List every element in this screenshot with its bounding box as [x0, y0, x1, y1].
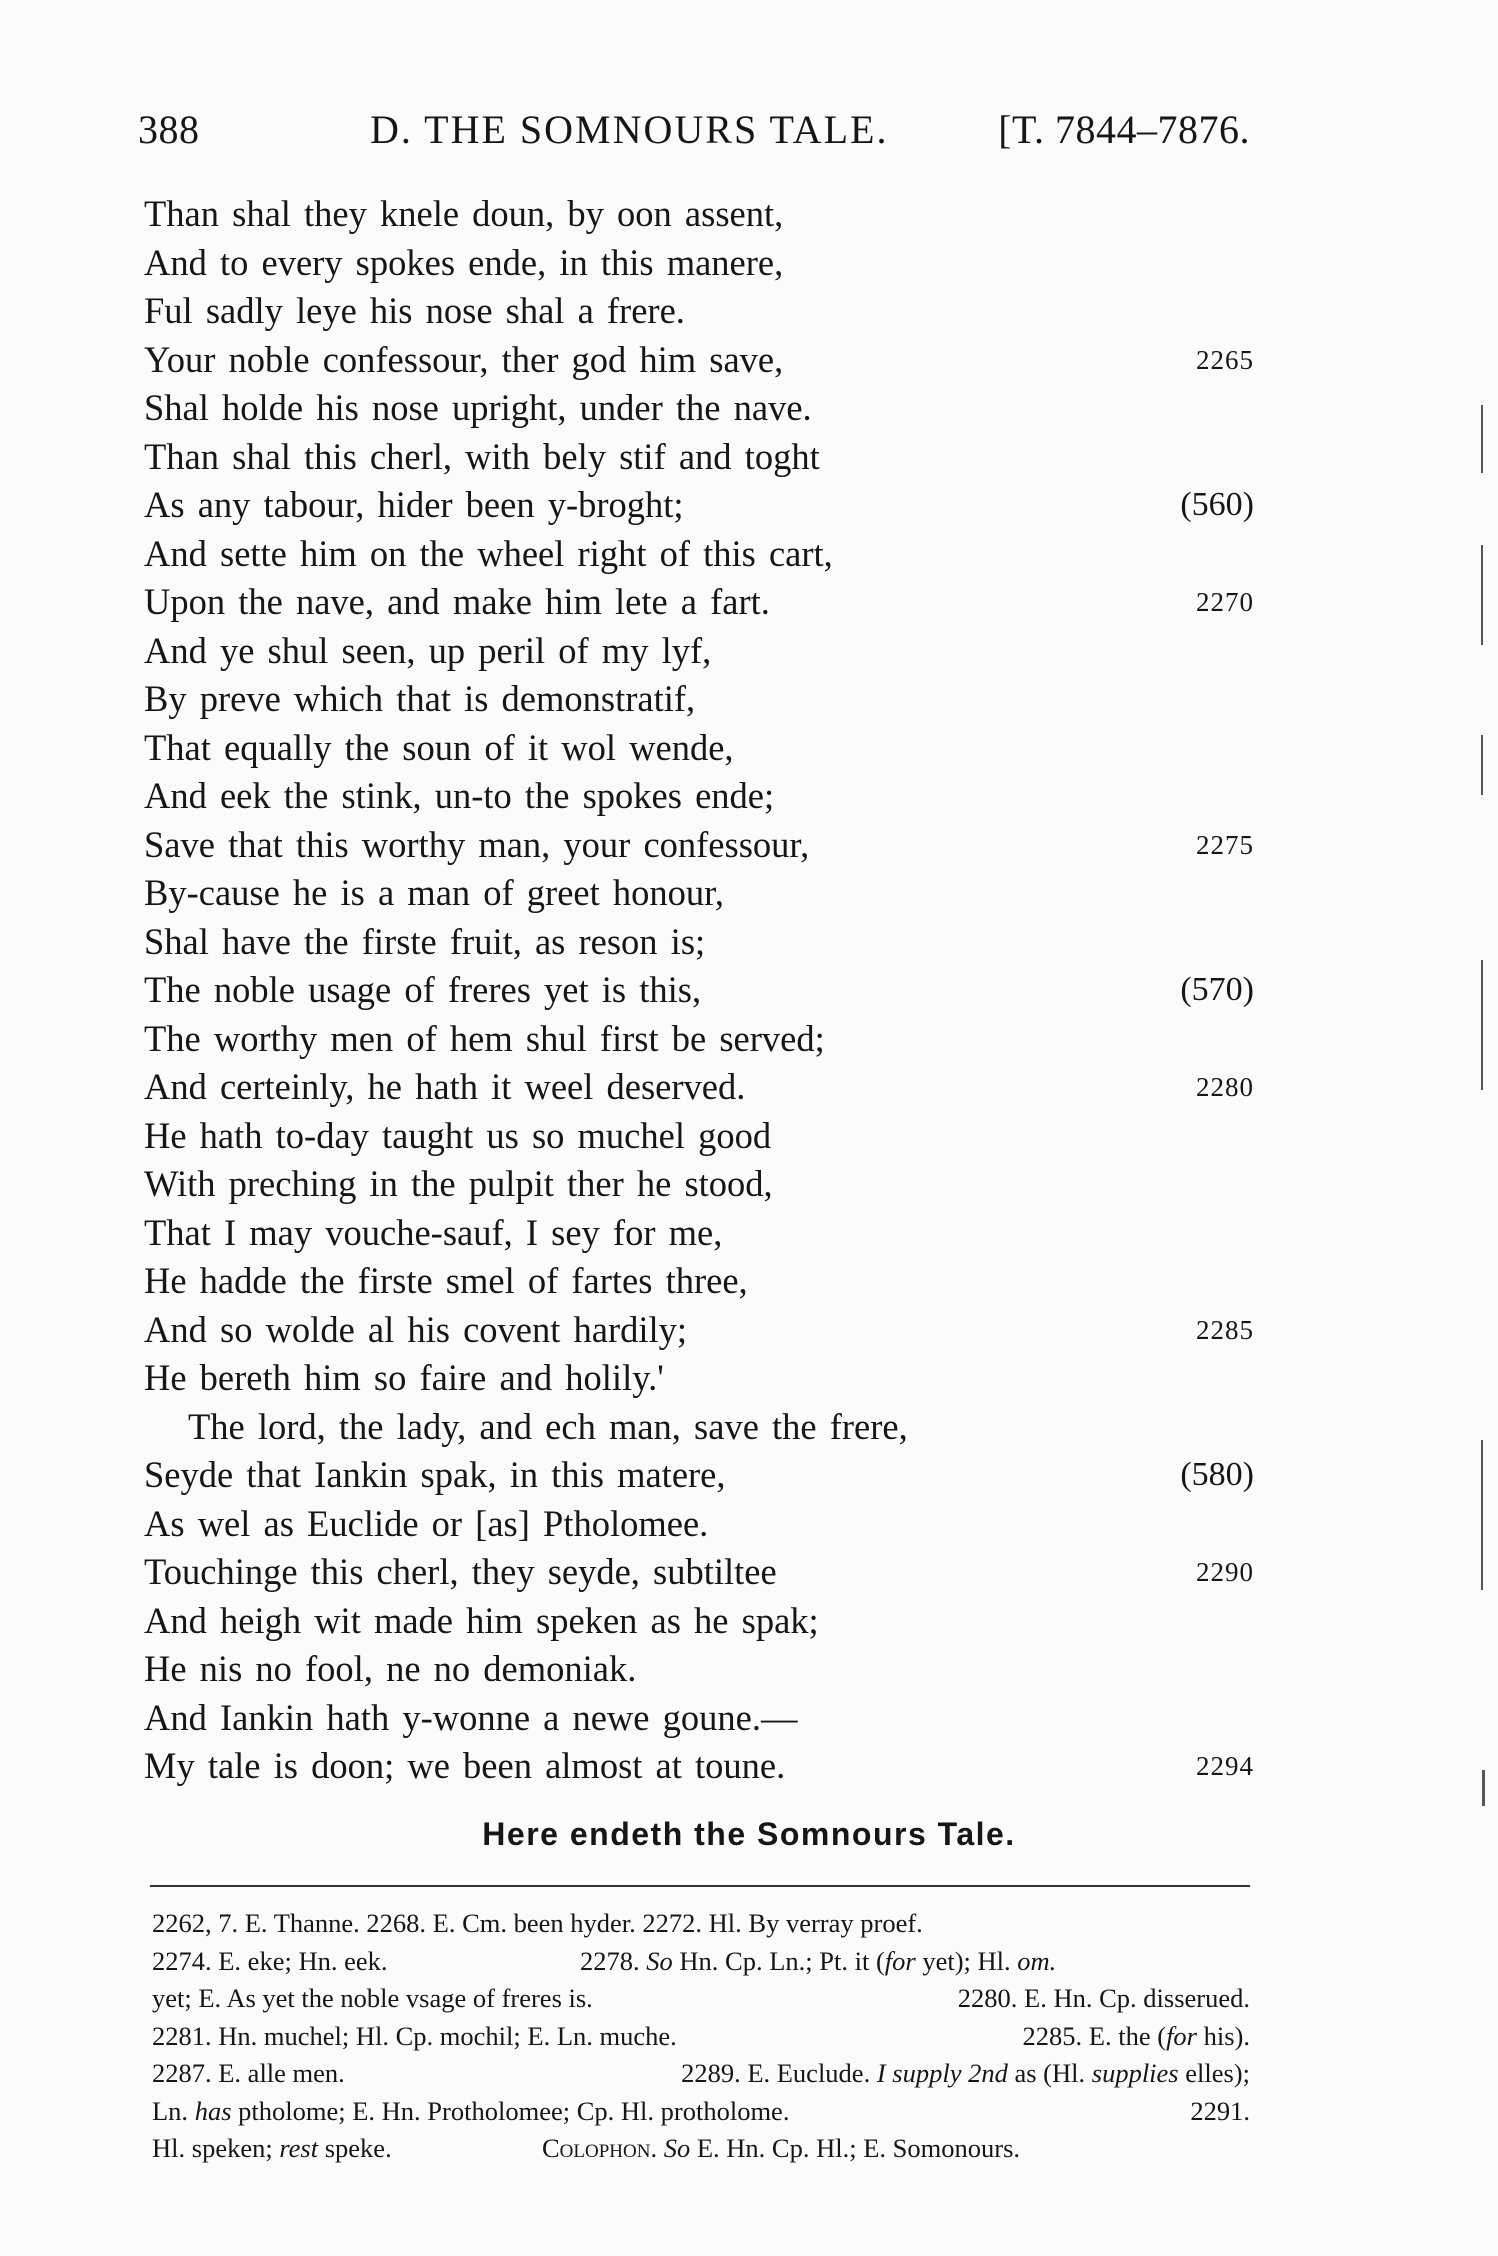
- verse-text: And certeinly, he hath it weel deserved.: [144, 1066, 746, 1107]
- verse-text: The worthy men of hem shul first be served;: [144, 1017, 825, 1059]
- verse-line: [144, 1209, 1254, 1258]
- line-number: (580): [1180, 1456, 1254, 1493]
- verse-text: As any tabour, hider been y-broght;: [144, 484, 684, 525]
- verse-line: [144, 1257, 1254, 1306]
- verse-text: And so wolde al his covent hardily;: [144, 1308, 688, 1350]
- verse-text: He bereth him so faire and holily.': [144, 1357, 664, 1398]
- verse-text: Touchinge this cherl, they seyde, subtiltee: [144, 1551, 777, 1592]
- verse-line: [144, 1742, 1254, 1791]
- footnote-line: Ln. has ptholome; E. Hn. Protholomee; Cp. Hl. protholome. 2291.: [152, 2095, 1250, 2126]
- verse-text: And eek the stink, un-to the spokes ende;: [144, 775, 775, 816]
- verse-line: [144, 1015, 1254, 1064]
- verse-text: The lord, the lady, and ech man, save the frere,: [188, 1405, 908, 1447]
- verse-text: Seyde that Iankin spak, in this matere,: [144, 1454, 726, 1495]
- verse-text: He nis no fool, ne no demoniak.: [144, 1648, 637, 1689]
- footnote-line: 2274. E. eke; Hn. eek. 2278. So Hn. Cp. Ln.; Pt. it (for yet); Hl. om.: [152, 1945, 1057, 1976]
- verse-line: [144, 1451, 1254, 1500]
- footnote-line: 2281. Hn. muchel; Hl. Cp. mochil; E. Ln. muche. 2285. E. the (for his).: [152, 2020, 1250, 2051]
- verse-text: Your noble confessour, ther god him save,: [144, 338, 784, 380]
- line-number: 2285: [1196, 1314, 1254, 1345]
- verse-line: [144, 627, 1254, 676]
- verse-line: [144, 869, 1254, 918]
- page-title: D. THE SOMNOURS TALE.: [370, 107, 889, 152]
- scan-mark: [1481, 960, 1483, 1090]
- verse-block: [144, 190, 1254, 1791]
- verse-line: [144, 821, 1254, 870]
- verse-text: And to every spokes ende, in this manere,: [144, 241, 784, 283]
- verse-line: [144, 287, 1254, 336]
- verse-line: [144, 190, 1254, 239]
- line-number: 2280: [1196, 1072, 1254, 1102]
- verse-text: Than shal they knele doun, by oon assent,: [144, 193, 784, 234]
- verse-line: [144, 384, 1254, 433]
- verse-text: Ful sadly leye his nose shal a frere.: [144, 290, 685, 331]
- footnote-line: 2287. E. alle men. 2289. E. Euclude. I supply 2nd as (Hl. supplies elles);: [152, 2058, 1250, 2088]
- verse-line: [144, 918, 1254, 967]
- verse-line: [144, 724, 1254, 773]
- verse-line: [144, 239, 1254, 288]
- verse-text: He hadde the firste smel of fartes three,: [144, 1260, 748, 1301]
- verse-text: By-cause he is a man of greet honour,: [144, 872, 724, 913]
- verse-text: As wel as Euclide or [as] Ptholomee.: [144, 1502, 709, 1544]
- verse-text: My tale is doon; we been almost at toune.: [144, 1745, 786, 1786]
- verse-text: Shal holde his nose upright, under the nave.: [144, 387, 812, 428]
- scan-mark: [1482, 1770, 1485, 1806]
- verse-line: [144, 1160, 1254, 1209]
- line-number: 2294: [1196, 1751, 1254, 1781]
- verse-text: And Iankin hath y-wonne a newe goune.—: [144, 1696, 798, 1738]
- verse-text: And sette him on the wheel right of this cart,: [144, 532, 833, 574]
- verse-line: [144, 675, 1254, 724]
- verse-text: Upon the nave, and make him lete a fart.: [144, 581, 770, 622]
- footnote-line: 2262, 7. E. Thanne. 2268. E. Cm. been hyder. 2272. Hl. By verray proef.: [152, 1908, 923, 1938]
- verse-line: [144, 1403, 1254, 1452]
- verse-text: Than shal this cherl, with bely stif and toght: [144, 435, 820, 477]
- running-header: [138, 106, 1250, 156]
- verse-line: [144, 1597, 1254, 1646]
- verse-line: [144, 772, 1254, 821]
- scan-mark: [1481, 735, 1483, 795]
- line-number: (560): [1180, 486, 1254, 523]
- verse-line: [144, 1354, 1254, 1403]
- scan-mark: [1481, 405, 1483, 473]
- line-number: 2290: [1196, 1557, 1254, 1587]
- verse-text: Shal have the firste fruit, as reson is;: [144, 920, 706, 962]
- scan-mark: [1481, 545, 1483, 645]
- verse-text: With preching in the pulpit ther he stood,: [144, 1163, 773, 1204]
- verse-line: [144, 1645, 1254, 1694]
- verse-line: [144, 966, 1254, 1015]
- verse-text: He hath to-day taught us so muchel good: [144, 1114, 772, 1156]
- footnote-line: Hl. speken; rest speke. Colophon. So E. Hn. Cp. Hl.; E. Somonours.: [152, 2133, 1021, 2163]
- verse-line: [144, 1548, 1254, 1597]
- verse-text: That equally the soun of it wol wende,: [144, 726, 734, 768]
- line-number: (570): [1180, 971, 1254, 1008]
- verse-line: [144, 1500, 1254, 1549]
- line-number: 2275: [1196, 829, 1254, 860]
- verse-line: [144, 1306, 1254, 1355]
- verse-line: [144, 336, 1254, 385]
- verse-text: By preve which that is demonstratif,: [144, 678, 696, 719]
- colophon: Here endeth the Somnours Tale.: [482, 1816, 1016, 1852]
- verse-text: Save that this worthy man, your confessour,: [144, 823, 810, 865]
- verse-line: [144, 433, 1254, 482]
- verse-line: [144, 530, 1254, 579]
- footnote-rule: [150, 1885, 1250, 1887]
- verse-text: That I may vouche-sauf, I sey for me,: [144, 1211, 723, 1253]
- verse-line: [144, 1112, 1254, 1161]
- line-number: 2270: [1196, 587, 1254, 617]
- verse-text: The noble usage of freres yet is this,: [144, 969, 702, 1010]
- scan-mark: [1481, 1440, 1483, 1590]
- verse-line: [144, 481, 1254, 530]
- page-number: 388: [138, 107, 200, 152]
- verse-line: [144, 1694, 1254, 1743]
- verse-line: [144, 1063, 1254, 1112]
- verse-text: And ye shul seen, up peril of my lyf,: [144, 629, 712, 671]
- verse-line: [144, 578, 1254, 627]
- line-number: 2265: [1196, 344, 1254, 375]
- verse-text: And heigh wit made him speken as he spak;: [144, 1599, 819, 1641]
- line-range: [T. 7844–7876.: [998, 107, 1250, 152]
- footnote-line: yet; E. As yet the noble vsage of freres is. 2280. E. Hn. Cp. disserued.: [152, 1983, 1250, 2013]
- footnotes: [152, 1905, 1250, 2168]
